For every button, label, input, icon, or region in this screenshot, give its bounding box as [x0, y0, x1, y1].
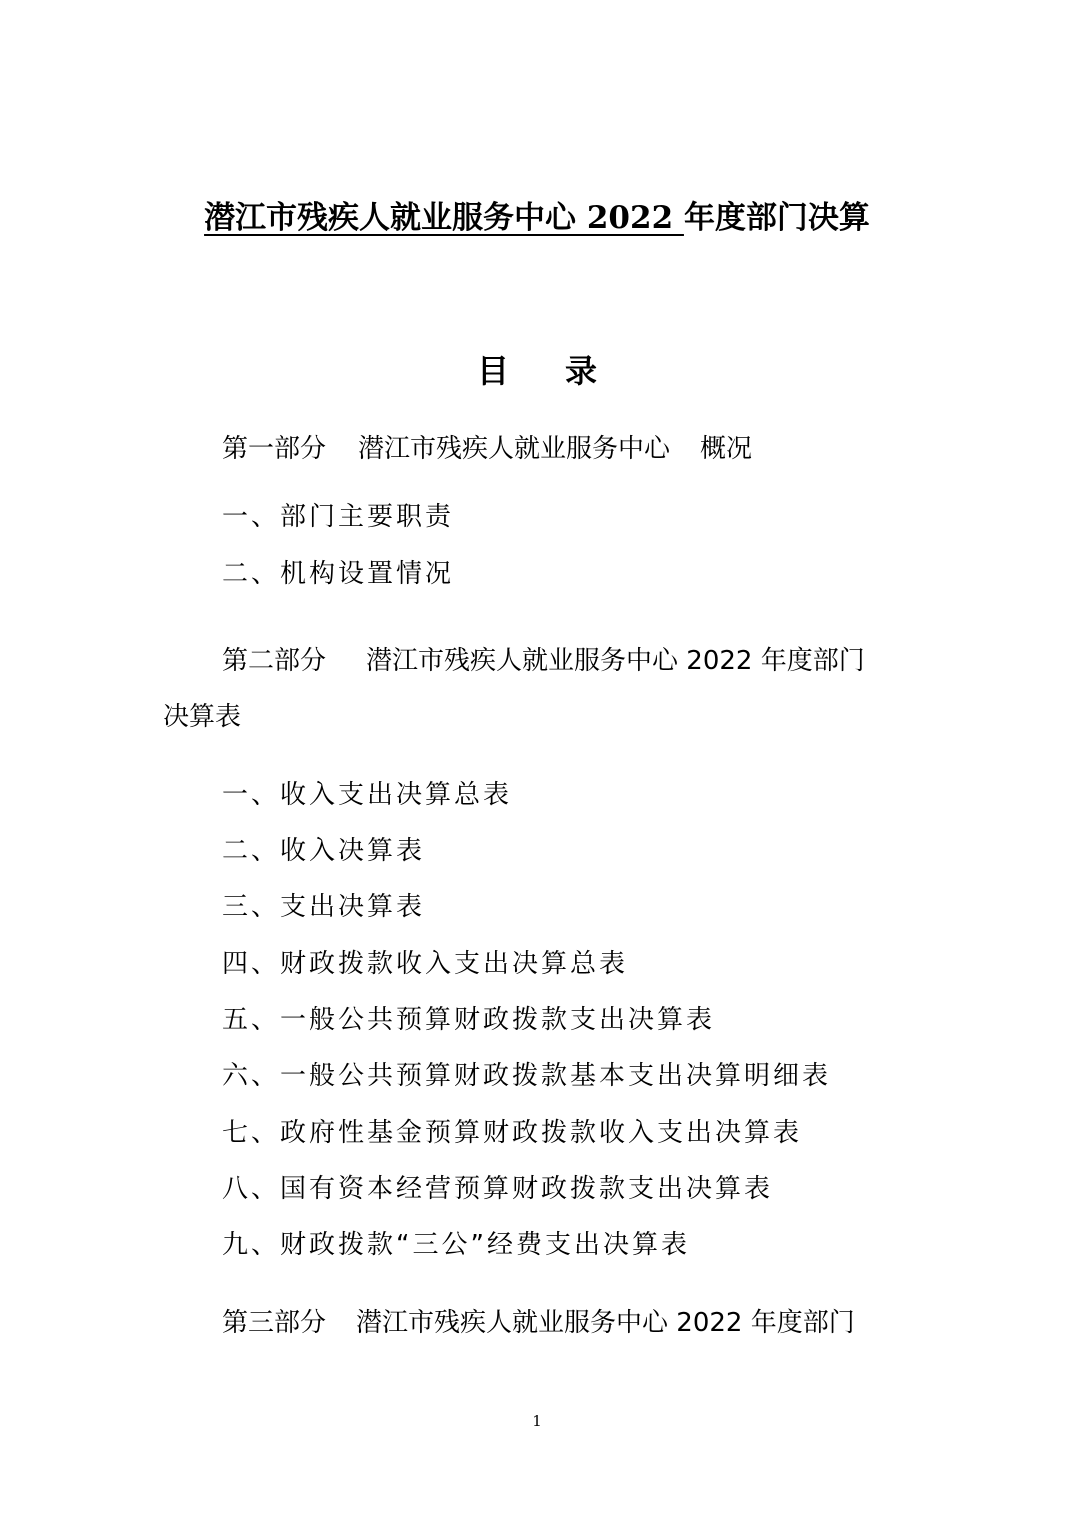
toc-part1-item-2: 二、机构设置情况 [222, 559, 455, 589]
toc-part2-item-2: 二、收入决算表 [222, 836, 426, 866]
toc-part1-name: 潜江市残疾人就业服务中心 [358, 434, 671, 464]
toc-part2-item-4: 四、财政拨款收入支出决算总表 [222, 949, 629, 979]
toc-part2-item-7: 七、政府性基金预算财政拨款收入支出决算表 [222, 1118, 803, 1148]
toc-part2-item-1: 一、收入支出决算总表 [222, 780, 513, 810]
toc-part1-heading [222, 436, 752, 462]
toc-part2-item-9: 九、财政拨款“三公”经费支出决算表 [222, 1230, 690, 1260]
toc-part1-label: 第一部分 [222, 434, 327, 464]
toc-part3-label: 第三部分 [222, 1308, 327, 1338]
toc-part2-label: 第二部分 [222, 646, 327, 676]
toc-heading: 目录 [476, 352, 653, 390]
toc-part1-suffix: 概况 [700, 434, 753, 464]
toc-part2-item-8: 八、国有资本经营预算财政拨款支出决算表 [222, 1174, 774, 1204]
toc-part3-name: 潜江市残疾人就业服务中心 2022 年度部门 [356, 1308, 855, 1338]
toc-part2-heading [222, 648, 865, 674]
toc-part2-item-3: 三、支出决算表 [222, 892, 426, 922]
toc-part2-name: 潜江市残疾人就业服务中心 2022 年度部门 [366, 646, 865, 676]
page-number: 1 [532, 1412, 542, 1430]
document-title [0, 192, 1074, 237]
toc-part2-continuation: 决算表 [163, 702, 242, 732]
toc-part2-item-6: 六、一般公共预算财政拨款基本支出决算明细表 [222, 1061, 832, 1091]
toc-part2-item-5: 五、一般公共预算财政拨款支出决算表 [222, 1005, 716, 1035]
document-title-rest: 年度部门决算 [683, 200, 870, 236]
toc-part1-item-1: 一、部门主要职责 [222, 502, 455, 532]
toc-part3-heading [222, 1310, 855, 1336]
document-title-underlined: 潜江市残疾人就业服务中心 2022 [204, 200, 684, 236]
